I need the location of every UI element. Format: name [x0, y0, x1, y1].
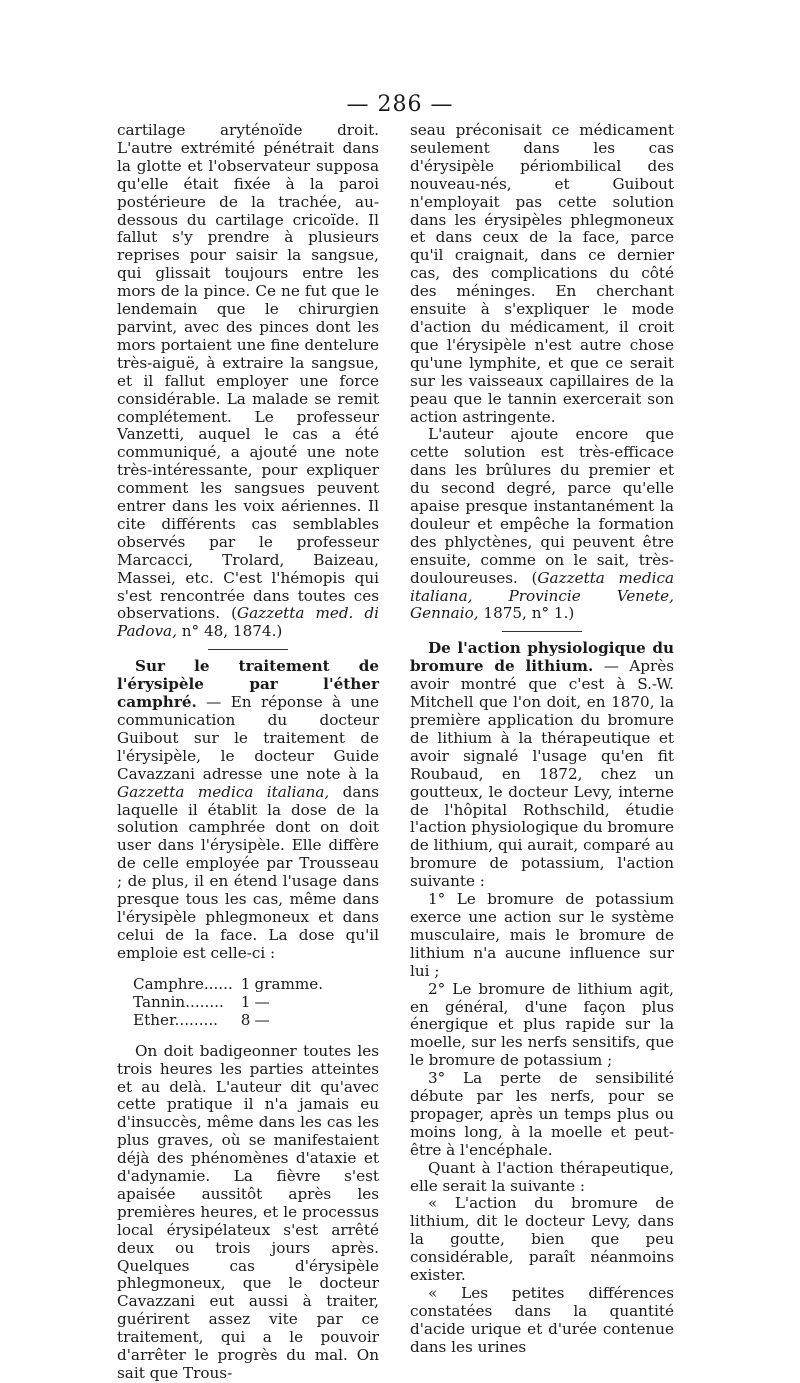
paragraph-text: dans laquelle il établit la dose de la solution camphrée dont on doit user dans l'érysipèle. Elle diffère de celle employée par Trousseau ; de plus, il en étend l'usage dans presque tous les cas, même dans l'érysipèle phlegmoneux et dans celui de la face. La dose qu'il emploie est celle-ci : [117, 782, 379, 962]
right-paragraph-2 [410, 426, 674, 623]
reference-end: 1875, n° 1.) [478, 604, 575, 623]
recipe-table [133, 975, 327, 1029]
ingredient-name: Ether......... [133, 1010, 218, 1029]
journal-name: Gazzetta medica italiana, [117, 782, 330, 801]
list-item-3: 3° La perte de sensibilité débute par les nerfs, pour se propager, après un temps plus ou moins long, à la moelle et peut-être à l'encéphale. [410, 1069, 674, 1159]
paragraph-text: L'auteur ajoute encore que cette solution est très-efficace dans les brûlures du premier et du second degré, parce qu'elle apaise presque instantanément la douleur et empêche la formation des phlyctènes, qui peuvent être ensuite, comme on le sait, très-douloureuses. [410, 425, 674, 587]
recipe-row [133, 1011, 327, 1029]
paragraph-text: — En réponse à une communication du docteur Guibout sur le traitement de l'érysipèle, le docteur Guide Cavazzani adresse une note à la [117, 693, 379, 783]
reference-journal: Gazzetta medica italiana, Provincie Venete, Gennaio, [410, 568, 674, 623]
reference-open: ( [517, 568, 538, 587]
page-number: — 286 — [346, 92, 454, 117]
right-paragraph-5: « L'action du bromure de lithium, dit le docteur Levy, dans la goutte, bien que peu considérable, paraît néanmoins exister. [410, 1194, 674, 1285]
paragraph-text: — Après avoir montré que c'est à S.-W. Mitchell que l'on doit, en 1870, la première application du bromure de lithium à la thérapeutique et avoir signalé l'usage qu'en fit Roubaud, en 1872, chez un goutteux, le docteur Levy, interne de l'hôpital Rothschild, étudie l'action physiologique du bromure de lithium, qui aurait, comparé au bromure de potassium, l'action suivante : [410, 657, 675, 891]
ingredient-qty: 8 [240, 1010, 251, 1029]
section-title-lithium: De l'action physiologique du bromure de lithium. [410, 639, 674, 676]
right-section-paragraph [410, 640, 674, 891]
ingredient-qty: 1 [240, 992, 251, 1011]
ingredient-name: Tannin........ [133, 992, 224, 1011]
list-item-1: 1° Le bromure de potassium exerce une action sur le système musculaire, mais le bromure de lithium n'a aucune influence sur lui ; [410, 890, 674, 980]
reference-end: n° 48, 1874.) [176, 622, 283, 641]
left-paragraph-3: On doit badigeonner toutes les trois heures les parties atteintes et au delà. L'auteur dit qu'avec cette pratique il n'a jamais eu d'insuccès, même dans les cas les plus graves, où se manifestaient déjà des phénomènes d'ataxie et d'adynamie. La fièvre s'est apaisée aussitôt après les premières heures, et le processus local érysipélateux s'est arrêté deux ou trois jours après. Quelques cas d'érysipèle phlegmoneux, que le docteur Cavazzani eut aussi à traiter, guérirent assez vite par ce traitement, qui a le pouvoir d'arrêter le progrès du mal. On sait que Trous- [117, 1041, 379, 1382]
section-divider [502, 631, 582, 632]
ingredient-name: Camphre...... [133, 974, 233, 993]
right-paragraph-1: seau préconisait ce médicament seulement dans les cas d'érysipèle périombilical des nouveau-nés, et Guibout n'employait pas cette solution dans les érysipèles phlegmoneux et dans ceux de la face, parce qu'il craignait, dans ce dernier cas, des complications du côté des méninges. En cherchant ensuite à s'expliquer le mode d'action du médicament, il croit que l'érysipèle n'est autre chose qu'une lymphite, et que ce serait sur les vaisseaux capillaires de la peau que le tannin exercerait son action astringente. [410, 121, 674, 426]
ingredient-qty: 1 [240, 974, 251, 993]
left-column [117, 122, 379, 1383]
right-column [410, 122, 674, 1357]
reference-open: ( [220, 604, 237, 623]
left-paragraph-1 [117, 122, 379, 641]
paragraph-text: cartilage aryténoïde droit. L'autre extrémité pénétrait dans la glotte et l'observateur supposa qu'elle était fixée à la paroi postérieure de la trachée, au-dessous du cartilage cricoïde. Il fallut s'y prendre à plusieurs reprises pour saisir la sangsue, qui glissait toujours entre les mors de la pince. Ce ne fut que le lendemain que le chirurgien parvint, avec des pinces dont les mors portaient une fine dentelure très-aiguë, à extraire la sangsue, et il fallut employer une force considérable. La malade se remit complétement. Le professeur Vanzetti, auquel le cas a été communiqué, a ajouté une note très-intéressante, pour expliquer comment les sangsues peuvent entrer dans les voix aériennes. Il cite différents cas semblables observés par le professeur Marcacci, Trolard, Baizeau, Massei, etc. C'est l'hémopis qui s'est rencontrée dans toutes ces observations. [117, 121, 379, 623]
recipe-row [133, 993, 327, 1011]
ingredient-unit: — [254, 1010, 270, 1029]
right-paragraph-6: « Les petites différences constatées dans la quantité d'acide urique et d'urée contenue dans les urines [410, 1284, 674, 1356]
section-title-erysipele: Sur le traitement de l'érysipèle par l'éther camphré. [117, 657, 379, 712]
ingredient-unit: gramme. [254, 974, 324, 993]
left-section-paragraph [117, 658, 379, 962]
list-item-2: 2° Le bromure de lithium agit, en général, d'une façon plus énergique et plus rapide sur la moelle, sur les nerfs sensitifs, que le bromure de potassium ; [410, 979, 674, 1070]
section-divider [208, 649, 288, 650]
reference-journal: Gazzetta med. di Padova, [117, 604, 379, 641]
recipe-row [133, 975, 327, 993]
right-paragraph-4: Quant à l'action thérapeutique, elle serait la suivante : [410, 1158, 674, 1195]
ingredient-unit: — [254, 992, 270, 1011]
